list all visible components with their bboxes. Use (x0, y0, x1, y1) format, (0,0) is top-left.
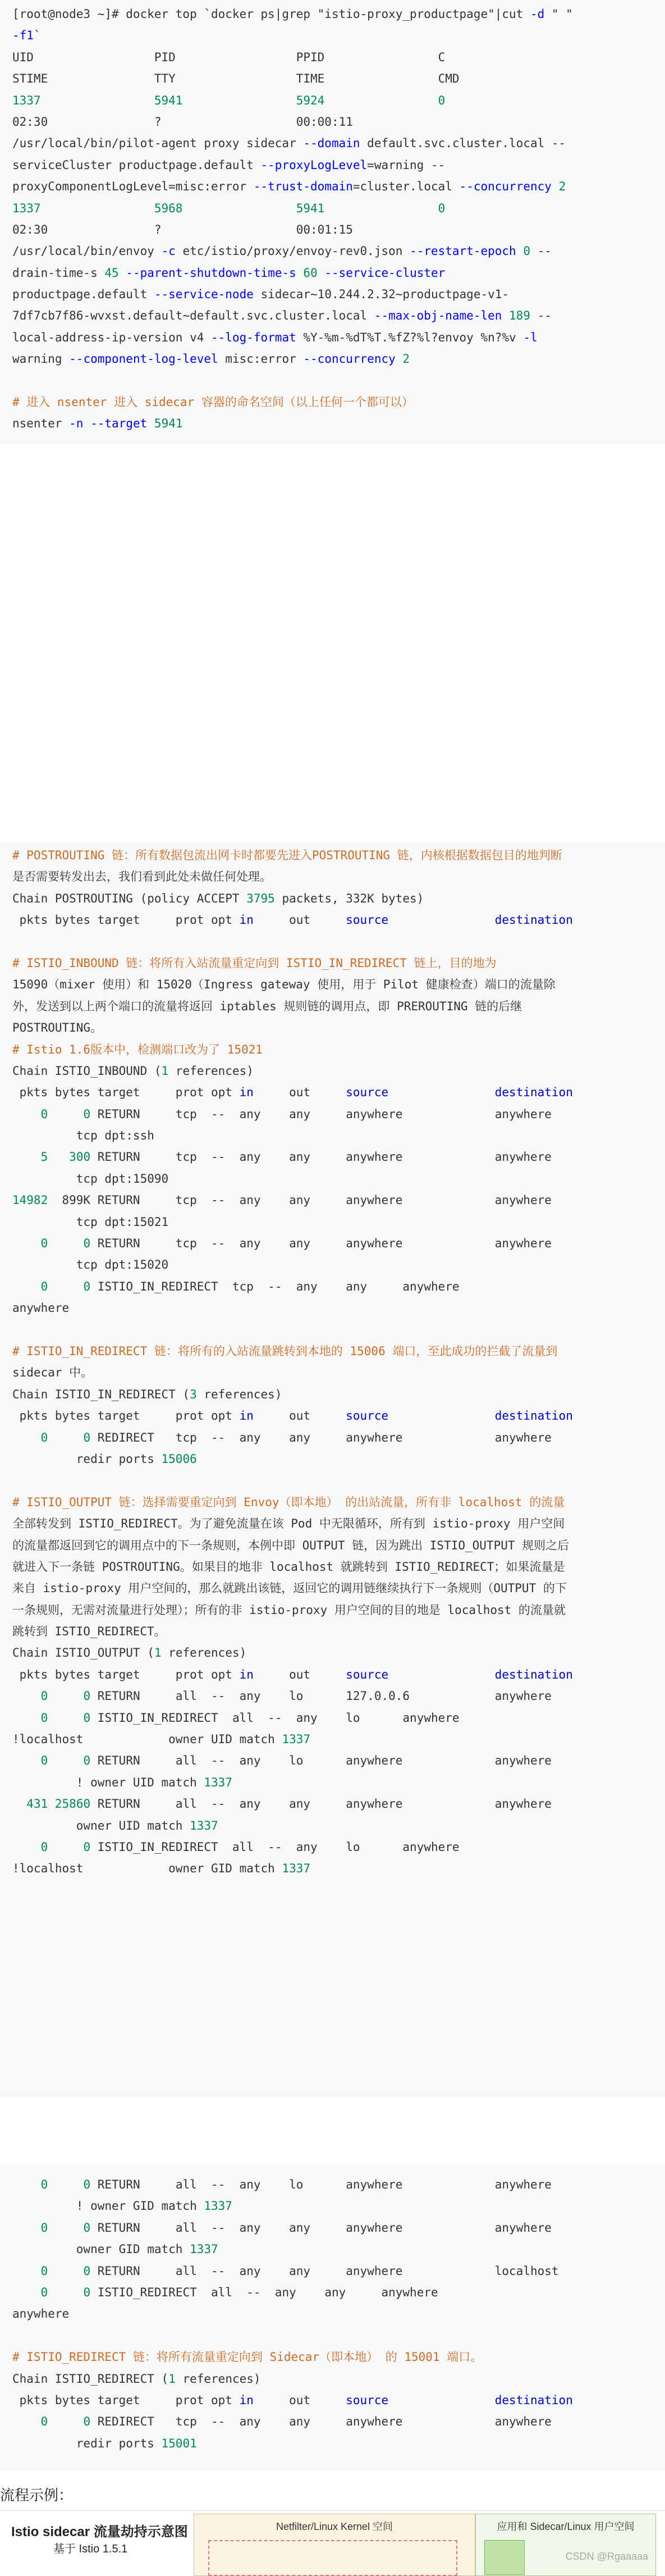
code-line: 的流量都返回到它的调用点中的下一条规则，本例中即 OUTPUT 链，因为跳出 ISTIO_OUTPUT 规则之后 (12, 1538, 570, 1552)
code-line (12, 2325, 659, 2346)
code-line: 0 0 RETURN all -- any lo anywhere anywhere (40, 2178, 552, 2191)
code-line: 7df7cb7f86-wvxst.default~default.svc.cluster.local --max-obj-name-len 189 -- (12, 309, 552, 323)
code-line: local-address-ip-version v4 --log-format %Y-%m-%dT%T.%fZ?%l?envoy %n?%v -l (12, 330, 538, 344)
code-line: Chain ISTIO_IN_REDIRECT (3 references) (12, 1387, 282, 1401)
code-line: 0 0 RETURN tcp -- any any anywhere anywhere (40, 1107, 552, 1121)
code-line: 来自 istio-proxy 用户空间的，那么就跳出该链，返回它的调用链继续执行下一条规则（OUTPUT 的下 (12, 1581, 567, 1595)
code-line: pkts bytes target prot opt in out source destination (12, 913, 573, 927)
code-line: 就进入下一条链 POSTROUTING。如果目的地非 localhost 就跳转到 ISTIO_REDIRECT；如果流量是 (12, 1560, 565, 1574)
code-line: 全部转发到 ISTIO_REDIRECT。为了避免流量在该 Pod 中无限循环，所有到 istio-proxy 用户空间 (12, 1517, 565, 1531)
code-line: /usr/local/bin/envoy -c etc/istio/proxy/envoy-rev0.json --restart-epoch 0 -- (12, 244, 552, 258)
code-line: 14982 899K RETURN tcp -- any any anywhere anywhere (12, 1193, 552, 1207)
code-line (12, 370, 659, 391)
code-line: tcp dpt:15021 (12, 1215, 169, 1229)
code-line: 0 0 ISTIO_IN_REDIRECT all -- any lo anywhere (40, 1840, 460, 1854)
code-line: nsenter -n --target 5941 (12, 417, 183, 431)
code-line: Chain POSTROUTING (policy ACCEPT 3795 packets, 332K bytes) (12, 891, 424, 905)
kernel-space-column (194, 2514, 475, 2576)
code-line (12, 931, 659, 952)
code-line: UID PID PPID C (12, 50, 446, 64)
code-line: tcp dpt:15090 (12, 1171, 169, 1186)
code-line: -f1` (12, 29, 41, 43)
code-line: /usr/local/bin/pilot-agent proxy sidecar --domain default.svc.cluster.local -- (12, 136, 566, 151)
code-line (12, 1319, 659, 1341)
code-line: 02:30 ? 00:01:15 (12, 222, 353, 236)
code-line: 是否需要转发出去，我们看到此处未做任何处理。 (12, 870, 272, 884)
code-line: drain-time-s 45 --parent-shutdown-time-s 60 --service-cluster (12, 266, 446, 280)
code-line: ! owner UID match 1337 (12, 1775, 232, 1789)
code-line: redir ports 15001 (12, 2436, 197, 2450)
flow-diagram (0, 2510, 665, 2575)
code-line: # ISTIO_IN_REDIRECT 链：将所有的入站流量跳转到本地的 15006 端口，至此成功的拦截了流量到 (12, 1344, 558, 1358)
code-line (12, 1470, 659, 1491)
code-line: 0 0 RETURN all -- any any anywhere localhost (40, 2264, 559, 2278)
code-line: 0 0 RETURN all -- any lo 127.0.0.6 anywhere (40, 1689, 552, 1703)
code-line: !localhost owner GID match 1337 (12, 1862, 311, 1876)
code-line: 15090（mixer 使用）和 15020（Ingress gateway 使用，用于 Pilot 健康检查）端口的流量除 (12, 978, 556, 992)
user-space-label: 应用和 Sidecar/Linux 用户空间 (497, 2521, 635, 2532)
diagram-title: Istio sidecar 流量劫持示意图 (11, 2524, 188, 2539)
code-line: 0 0 RETURN all -- any any anywhere anywhere (40, 2221, 552, 2235)
code-line: pkts bytes target prot opt in out source destination (12, 1667, 573, 1681)
code-block-2 (0, 842, 665, 2098)
code-line: 0 0 RETURN all -- any lo anywhere anywhere (40, 1754, 552, 1768)
code-line: 外，发送到以上两个端口的流量将返回 iptables 规则链的调用点，即 PREROUTING 链的后继 (12, 999, 522, 1013)
code-line: warning --component-log-level misc:error --concurrency 2 (12, 352, 410, 366)
watermark-text: CSDN @Rgaaaaa (565, 2551, 648, 2562)
code-line: 431 25860 RETURN all -- any any anywhere anywhere (26, 1797, 552, 1811)
code-line: !localhost owner UID match 1337 (12, 1732, 311, 1747)
code-line: anywhere (12, 2307, 70, 2321)
user-space-column (475, 2514, 656, 2576)
code-line: 0 0 ISTIO_REDIRECT all -- any any anywhere (40, 2285, 438, 2299)
code-line: owner UID match 1337 (12, 1818, 218, 1832)
code-line: Chain ISTIO_OUTPUT (1 references) (12, 1646, 247, 1660)
code-line: anywhere (12, 1301, 70, 1315)
code-line: ! owner GID match 1337 (12, 2199, 232, 2213)
code-line: 1337 5941 5924 0 (12, 93, 446, 107)
page-break-2 (0, 2098, 665, 2165)
code-line: 0 0 REDIRECT tcp -- any any anywhere anywhere (40, 2415, 552, 2429)
code-line: STIME TTY TIME CMD (12, 72, 460, 86)
code-line: Chain ISTIO_INBOUND (1 references) (12, 1064, 254, 1078)
code-line: # Istio 1.6版本中，检测端口改为了 15021 (12, 1042, 263, 1056)
code-line: tcp dpt:15020 (12, 1258, 169, 1272)
code-line: sidecar 中。 (12, 1366, 93, 1380)
code-line: [root@node3 ~]# docker top `docker ps|grep "istio-proxy_productpage"|cut -d " " (12, 7, 573, 21)
code-line: 0 0 ISTIO_IN_REDIRECT tcp -- any any anywhere (40, 1279, 460, 1293)
code-line: 5 300 RETURN tcp -- any any anywhere anywhere (40, 1150, 552, 1164)
code-block-1 (0, 0, 665, 444)
code-line: 0 0 REDIRECT tcp -- any any anywhere anywhere (40, 1430, 552, 1444)
code-line: 0 0 ISTIO_IN_REDIRECT all -- any lo anywhere (40, 1711, 460, 1725)
code-line: 1337 5968 5941 0 (12, 201, 446, 215)
code-line: serviceCluster productpage.default --proxyLogLevel=warning -- (12, 158, 446, 172)
code-line: # ISTIO_OUTPUT 链：选择需要重定向到 Envoy（即本地） 的出站流量，所有非 localhost 的流量 (12, 1495, 565, 1509)
code-line: productpage.default --service-node sidecar~10.244.2.32~productpage-v1- (12, 288, 510, 302)
code-line: owner GID match 1337 (12, 2242, 218, 2256)
code-line: redir ports 15006 (12, 1452, 197, 1466)
code-line: # 进入 nsenter 进入 sidecar 容器的命名空间（以上任何一个都可以） (12, 395, 414, 409)
code-line: # POSTROUTING 链：所有数据包流出网卡时都要先进入POSTROUTING 链，内核根据数据包目的地判断 (12, 849, 562, 862)
diagram-subtitle: 基于 Istio 1.5.1 (53, 2543, 128, 2555)
code-line: pkts bytes target prot opt in out source destination (12, 2393, 573, 2407)
code-line: # ISTIO_REDIRECT 链：将所有流量重定向到 Sidecar（即本地） 的 15001 端口。 (12, 2350, 483, 2364)
code-line: 跳转到 ISTIO_REDIRECT。 (12, 1625, 166, 1639)
code-line: 02:30 ? 00:00:11 (12, 115, 353, 129)
code-line: POSTROUTING。 (12, 1021, 103, 1035)
code-line: proxyComponentLogLevel=misc:error --trust-domain=cluster.local --concurrency 2 (12, 180, 566, 194)
code-line: pkts bytes target prot opt in out source destination (12, 1409, 573, 1423)
code-line: # ISTIO_INBOUND 链：将所有入站流量重定向到 ISTIO_IN_REDIRECT 链上，目的地为 (12, 956, 497, 970)
code-line: tcp dpt:ssh (12, 1129, 154, 1143)
kernel-space-label: Netfilter/Linux Kernel 空间 (276, 2521, 393, 2532)
code-block-3 (0, 2165, 665, 2471)
code-line: pkts bytes target prot opt in out source destination (12, 1086, 573, 1100)
code-line: Chain ISTIO_REDIRECT (1 references) (12, 2372, 261, 2386)
section-label: 流程示例： (0, 2487, 74, 2504)
code-line: 一条规则，无需对流量进行处理）；所有的非 istio-proxy 用户空间的目的地是 localhost 的流量就 (12, 1603, 566, 1617)
code-line: 0 0 RETURN tcp -- any any anywhere anywhere (40, 1237, 552, 1251)
